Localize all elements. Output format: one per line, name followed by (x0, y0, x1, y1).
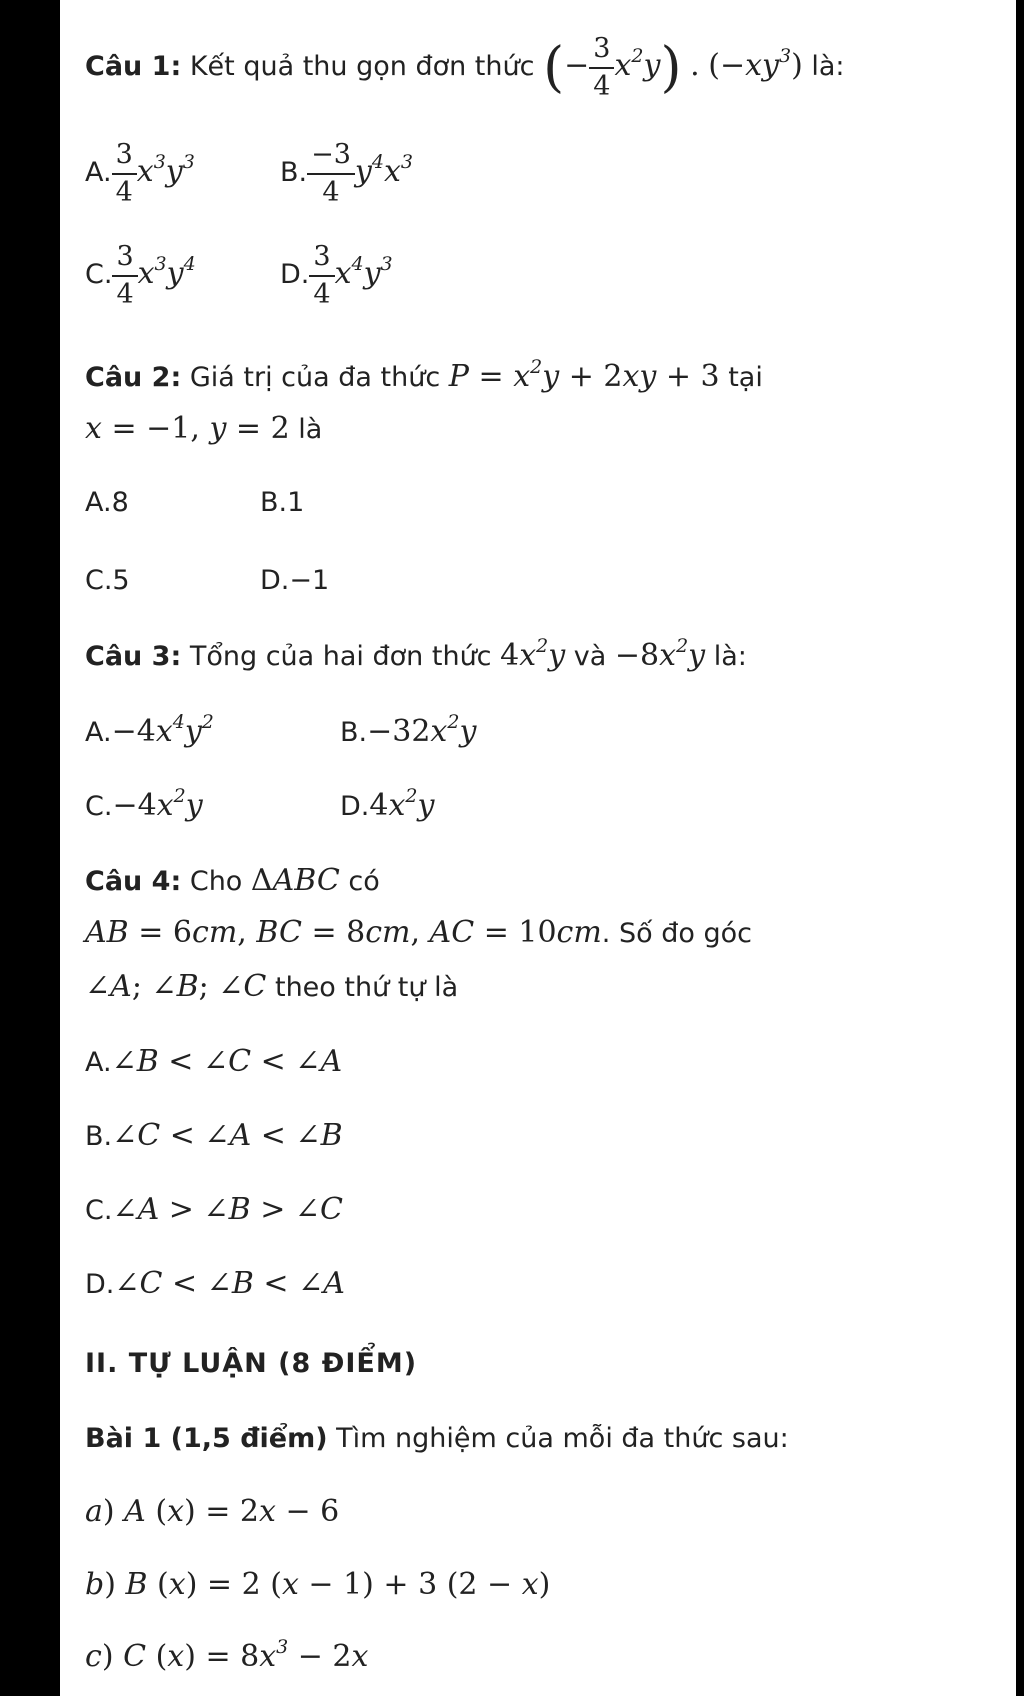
q1-option-b: B. $\frac{-3}{4}$ $y^4x^3$ (280, 139, 413, 208)
q2-option-b: B.1 (260, 487, 305, 518)
q3-option-a: $A.-4x^4y^2$ (85, 711, 214, 749)
question-1-text: Kết quả thu gọn đơn thức (189, 51, 535, 83)
q3-option-d: $D.4x^2y$ (340, 785, 435, 823)
section-heading: II. TỰ LUẬN (8 ĐIỂM) (85, 1348, 418, 1379)
exercise-1-label: Bài 1 (1,5 điểm) (85, 1423, 328, 1454)
question-3-text: Tổng của hai đơn thức (189, 641, 492, 672)
exercise-1b: b) B (x) = 2 (x − 1) + 3 (2 − x) (85, 1567, 551, 1602)
question-2-values: x = −1, y = 2 là (85, 411, 323, 446)
q4-option-d: D.∠C < ∠B < ∠A (85, 1266, 345, 1301)
q1-option-d: D. $\frac{3}{4}$ $x^4y^3$ (280, 241, 393, 310)
question-2: Câu 2: Giá trị của đa thức $P = x^2y + 2xy + 3$ tại (85, 356, 763, 394)
question-4: Câu 4: Cho ΔABC có (85, 863, 380, 898)
question-4-label: Câu 4: (85, 866, 182, 897)
q2-option-d: D.−1 (260, 565, 330, 596)
q2-option-a: A.8 (85, 487, 129, 518)
question-3-label: Câu 3: (85, 641, 182, 672)
exercise-1-text: Tìm nghiệm của mỗi đa thức sau: (336, 1423, 789, 1454)
q2-option-c: C.5 (85, 565, 130, 596)
exercise-1c: c) C $(x) = 8x^3 - 2x$ (85, 1636, 369, 1674)
q1-option-c: C. $\frac{3}{4}$ $x^3y^4$ (85, 241, 196, 310)
q4-option-b: B.∠C < ∠A < ∠B (85, 1118, 343, 1153)
question-2-text: Giá trị của đa thức (189, 362, 441, 393)
question-1-label: Câu 1: (85, 51, 182, 83)
question-3: Câu 3: Tổng của hai đơn thức $4x^2y$ và $-8x^2y$ là: (85, 635, 747, 673)
q4-option-c: C.∠A > ∠B > ∠C (85, 1192, 343, 1227)
question-1-end: là: (811, 51, 845, 83)
question-2-label: Câu 2: (85, 362, 182, 393)
question-4-lengths: AB = 6cm, BC = 8cm, AC = 10cm. Số đo góc (85, 915, 752, 950)
document-page (60, 0, 1016, 1696)
question-4-angles: ∠A; ∠B; ∠C theo thứ tự là (85, 969, 459, 1004)
exercise-1a: a) A (x) = 2x − 6 (85, 1494, 340, 1529)
q4-option-a: A.∠B < ∠C < ∠A (85, 1044, 343, 1079)
q3-option-b: $B.-32x^2y$ (340, 711, 477, 749)
q1-option-a: A. $\frac{3}{4}$ $x^3y^3$ (85, 139, 195, 208)
question-1: Câu 1: Kết quả thu gọn đơn thức (− $\frac{3}{4}$ $x^2y$) . $(-xy^3)$ là: (85, 33, 845, 102)
exercise-1 (85, 1425, 789, 1452)
q3-option-c: $C.-4x^2y$ (85, 785, 203, 823)
